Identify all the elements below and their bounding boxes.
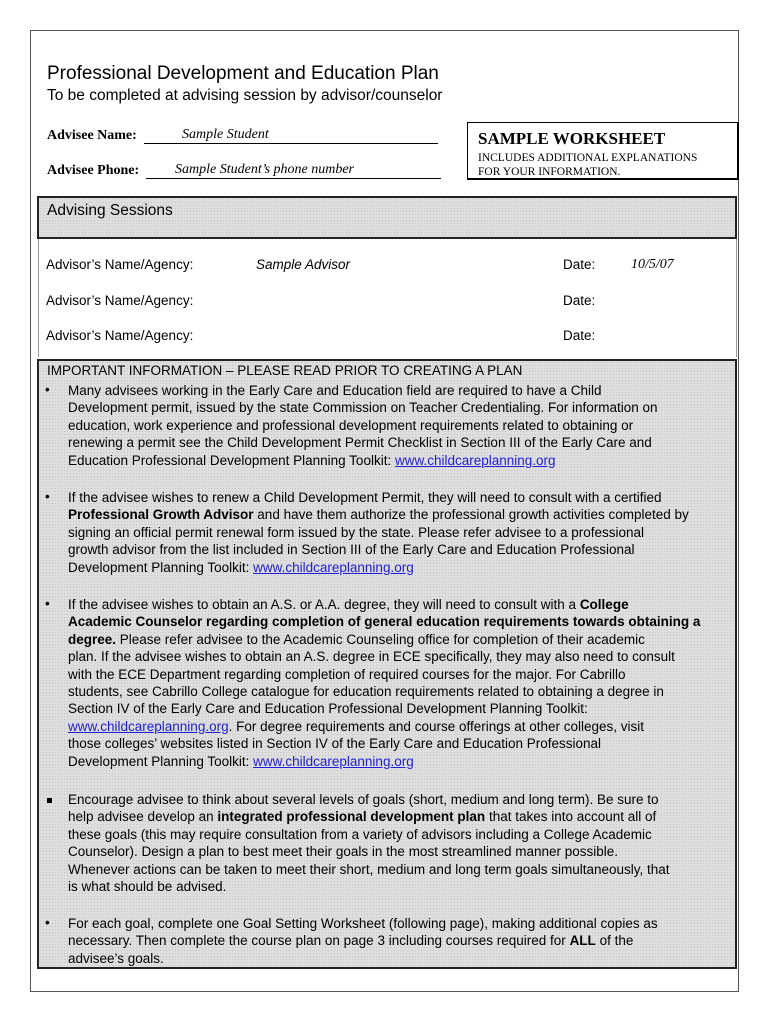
toolkit-link[interactable]: www.childcareplanning.org — [253, 753, 414, 769]
text-line — [68, 808, 736, 825]
advising-sessions-header — [37, 196, 737, 239]
bullet-text — [68, 382, 736, 469]
advisee-phone-line — [146, 178, 441, 179]
advisee-phone-field[interactable]: Sample Student’s phone number — [175, 162, 354, 177]
worksheet-note-line: FOR YOUR INFORMATION. — [478, 166, 621, 178]
text-bold: ALL — [569, 933, 596, 949]
text-line: Whenever actions can be taken to meet their short, medium and long term goals simultaneously, that — [68, 861, 670, 877]
advisor-name-field[interactable] — [256, 293, 456, 309]
advisor-date-label: Date: — [563, 293, 596, 308]
advisor-name-label: Advisor’s Name/Agency: — [46, 293, 194, 308]
bullet-icon: • — [45, 596, 50, 611]
advisor-name-label: Advisor’s Name/Agency: — [46, 257, 194, 272]
square-bullet-icon — [47, 791, 52, 806]
text-line — [68, 559, 736, 576]
text-line: those colleges’ websites listed in Section IV of the Early Care and Education Professional — [68, 736, 602, 752]
text-line — [68, 753, 736, 770]
text-segment: Development Planning Toolkit: — [68, 559, 254, 575]
text-line: students, see Cabrillo College catalogue for education requirements related to obtaining a degree in — [68, 684, 664, 700]
bullet-text — [68, 791, 736, 895]
bullet-text — [68, 915, 736, 967]
text-line: Many advisees working in the Early Care and Education field are required to have a Child — [68, 383, 602, 398]
advisor-name-label: Advisor’s Name/Agency: — [46, 328, 194, 343]
text-bold: College — [579, 597, 629, 612]
text-line — [68, 932, 736, 949]
bullet-text — [68, 596, 736, 770]
text-line — [68, 613, 736, 630]
bullet-icon: • — [45, 382, 50, 397]
text-line — [68, 596, 736, 613]
text-line — [68, 631, 736, 648]
text-line — [68, 718, 736, 735]
advisor-date-field[interactable]: 10/5/07 — [631, 257, 674, 272]
text-segment: of the — [595, 933, 634, 949]
text-bold: Academic Counselor regarding completion of general education requirements towards obtaining a — [68, 614, 701, 630]
text-line: Section IV of the Early Care and Education Professional Development Planning Toolkit: — [68, 701, 588, 717]
text-line: signing an official permit renewal form issued by the state. Please refer advisee to a professional — [68, 524, 645, 540]
worksheet-title: SAMPLE WORKSHEET — [478, 129, 666, 148]
text-bold: Professional Growth Advisor — [68, 507, 254, 523]
text-segment: help advisee develop an — [68, 809, 218, 825]
text-segment: Education Professional Development Planning Toolkit: — [68, 452, 395, 468]
sample-worksheet-box — [467, 122, 739, 180]
text-line: Development permit, issued by the state Commission on Teacher Credentialing. For information on — [68, 400, 658, 416]
text-line: renewing a permit see the Child Development Permit Checklist in Section III of the Early Care and — [68, 435, 652, 451]
text-line: is what should be advised. — [68, 879, 227, 895]
bullet-icon: • — [45, 915, 50, 930]
text-line: these goals (this may require consultation from a variety of advisors including a College Academic — [68, 826, 652, 842]
worksheet-note — [478, 151, 697, 179]
advisor-name-field[interactable]: Sample Advisor — [256, 257, 351, 272]
advisee-name-label: Advisee Name: — [47, 128, 137, 143]
advisee-phone-label: Advisee Phone: — [47, 163, 140, 178]
advisee-name-field[interactable]: Sample Student — [182, 127, 269, 142]
important-information-box — [37, 359, 737, 969]
text-line — [68, 452, 736, 469]
text-segment: necessary. Then complete the course plan on page 3 including courses required for — [68, 933, 570, 949]
advisor-date-label: Date: — [563, 328, 596, 343]
toolkit-link[interactable]: www.childcareplanning.org — [394, 452, 556, 468]
text-line: For each goal, complete one Goal Setting Worksheet (following page), making additional copies as — [68, 916, 658, 931]
text-segment: . For degree requirements and course offerings at other colleges, visit — [228, 718, 645, 734]
text-segment: If the advisee wishes to obtain an A.S. or A.A. degree, they will need to consult with a — [68, 597, 580, 612]
text-line — [68, 506, 736, 523]
text-segment: Development Planning Toolkit: — [68, 753, 254, 769]
text-segment: and have them authorize the professional growth activities completed by — [253, 507, 689, 523]
text-line: growth advisor from the list included in Section III of the Early Care and Education Professional — [68, 542, 635, 558]
text-line: with the ECE Department regarding completion of required courses for the major. For Cabrillo — [68, 666, 626, 682]
worksheet-note-line: INCLUDES ADDITIONAL EXPLANATIONS — [478, 152, 698, 164]
advising-sessions-title: Advising Sessions — [47, 202, 173, 219]
text-line: education, work experience and professional development requirements related to obtaining or — [68, 417, 634, 433]
page-title: Professional Development and Education Plan — [47, 63, 439, 84]
text-bold: degree. — [68, 631, 117, 647]
important-information-title: IMPORTANT INFORMATION – PLEASE READ PRIOR TO CREATING A PLAN — [47, 363, 523, 378]
advisee-name-line — [144, 143, 438, 144]
text-line: Encourage advisee to think about several levels of goals (short, medium and long term). Be sure to — [68, 792, 659, 807]
toolkit-link[interactable]: www.childcareplanning.org — [68, 718, 229, 734]
text-line: plan. If the advisee wishes to obtain an A.S. degree in ECE specifically, they may also need to consult — [68, 649, 675, 665]
advisor-date-field[interactable] — [631, 328, 691, 344]
advisor-name-field[interactable] — [256, 328, 456, 344]
text-line: Counselor). Design a plan to best meet their goals in the most streamlined manner possible. — [68, 844, 619, 860]
bullet-text — [68, 489, 736, 576]
text-line: advisee’s goals. — [68, 950, 164, 966]
text-line: If the advisee wishes to renew a Child Development Permit, they will need to consult with a certified — [68, 490, 662, 505]
text-segment: that takes into account all of — [485, 809, 657, 825]
advisor-date-label: Date: — [563, 257, 596, 272]
page-subtitle: To be completed at advising session by advisor/counselor — [47, 87, 443, 104]
advisor-date-field[interactable] — [631, 293, 691, 309]
text-bold: integrated professional development plan — [217, 809, 486, 825]
text-segment: Please refer advisee to the Academic Counseling office for completion of their academic — [116, 631, 645, 647]
toolkit-link[interactable]: www.childcareplanning.org — [253, 559, 414, 575]
bullet-icon: • — [45, 489, 50, 504]
